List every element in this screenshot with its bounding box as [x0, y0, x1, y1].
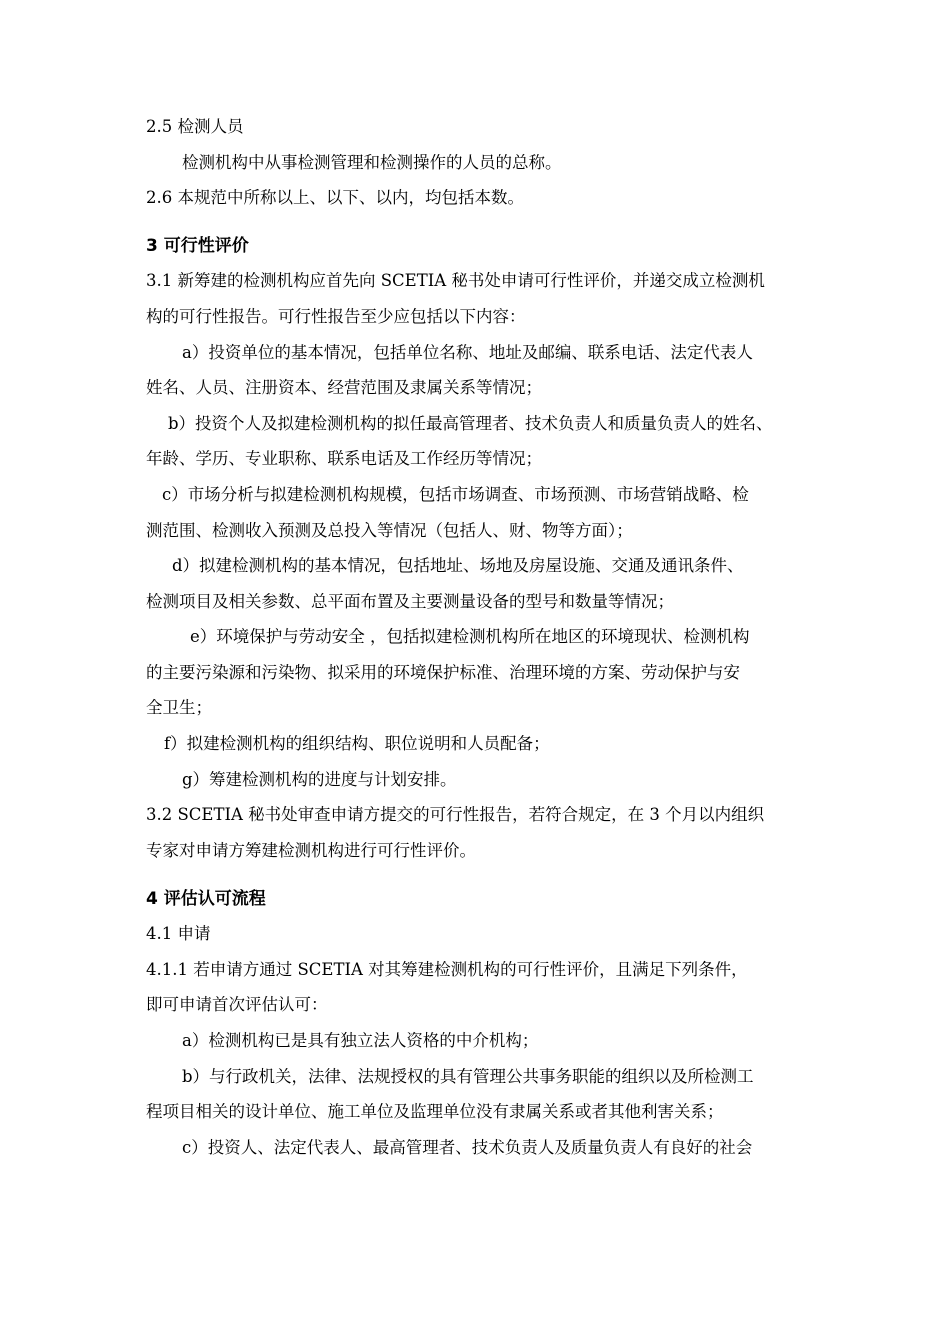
chapter-heading-4: 4 评估认可流程: [146, 889, 266, 909]
section-heading-2-5: 2.5 检测人员: [146, 117, 244, 136]
paragraph-line: 构的可行性报告。可行性报告至少应包括以下内容：: [146, 307, 526, 326]
clause-3-2: 3.2 SCETIA 秘书处审查申请方提交的可行性报告，若符合规定，在 3 个月以内组织: [146, 805, 765, 824]
paragraph-line: 专家对申请方筹建检测机构进行可行性评价。: [146, 841, 476, 860]
list-item-a: a）检测机构已是具有独立法人资格的中介机构；: [182, 1031, 539, 1050]
list-item-c: c）市场分析与拟建检测机构规模，包括市场调查、市场预测、市场营销战略、检: [162, 485, 749, 504]
paragraph-line: 全卫生；: [146, 698, 212, 717]
list-item-b: b）投资个人及拟建检测机构的拟任最高管理者、技术负责人和质量负责人的姓名、: [168, 414, 773, 433]
paragraph-line: 即可申请首次评估认可：: [146, 995, 328, 1014]
list-item-g: g）筹建检测机构的进度与计划安排。: [182, 770, 457, 789]
list-item-c: c）投资人、法定代表人、最高管理者、技术负责人及质量负责人有良好的社会: [182, 1138, 753, 1157]
chapter-heading-3: 3 可行性评价: [146, 236, 249, 256]
clause-4-1-1: 4.1.1 若申请方通过 SCETIA 对其筹建检测机构的可行性评价，且满足下列条件，: [146, 960, 748, 979]
list-item-f: f）拟建检测机构的组织结构、职位说明和人员配备；: [164, 734, 550, 753]
list-item-a: a）投资单位的基本情况，包括单位名称、地址及邮编、联系电话、法定代表人: [182, 343, 753, 362]
paragraph-line: 姓名、人员、注册资本、经营范围及隶属关系等情况；: [146, 378, 542, 397]
paragraph-line: 测范围、检测收入预测及总投入等情况（包括人、财、物等方面）；: [146, 521, 633, 540]
paragraph-line: 年龄、学历、专业职称、联系电话及工作经历等情况；: [146, 449, 542, 468]
paragraph-line: 的主要污染源和污染物、拟采用的环境保护标准、治理环境的方案、劳动保护与安: [146, 663, 740, 682]
section-heading-2-6: 2.6 本规范中所称以上、以下、以内，均包括本数。: [146, 188, 524, 207]
list-item-b: b）与行政机关，法律、法规授权的具有管理公共事务职能的组织以及所检测工: [182, 1067, 754, 1086]
paragraph-line: 检测项目及相关参数、总平面布置及主要测量设备的型号和数量等情况；: [146, 592, 674, 611]
list-item-e: e）环境保护与劳动安全 ，包括拟建检测机构所在地区的环境现状、检测机构: [190, 627, 750, 646]
clause-3-1: 3.1 新筹建的检测机构应首先向 SCETIA 秘书处申请可行性评价，并递交成立检测机: [146, 271, 765, 290]
paragraph-line: 检测机构中从事检测管理和检测操作的人员的总称。: [182, 153, 562, 172]
section-heading-4-1: 4.1 申请: [146, 924, 211, 943]
paragraph-line: 程项目相关的设计单位、施工单位及监理单位没有隶属关系或者其他利害关系；: [146, 1102, 724, 1121]
list-item-d: d）拟建检测机构的基本情况，包括地址、场地及房屋设施、交通及通讯条件、: [172, 556, 744, 575]
